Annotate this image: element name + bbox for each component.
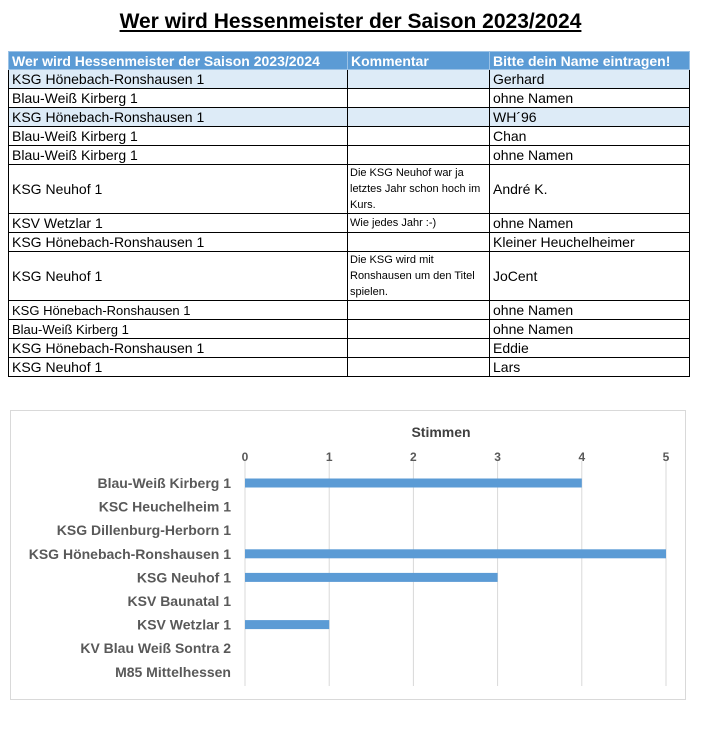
table-row (9, 233, 690, 252)
name-cell[interactable]: Kleiner Heuchelheimer (490, 233, 690, 252)
name-cell[interactable]: ohne Namen (490, 214, 690, 233)
comment-cell[interactable] (348, 339, 490, 358)
name-cell[interactable]: JoCent (490, 252, 690, 301)
category-label: KSC Heuchelheim 1 (98, 498, 231, 515)
comment-cell[interactable] (348, 89, 490, 108)
team-cell[interactable]: KSG Neuhof 1 (9, 358, 348, 377)
comment-cell[interactable]: Die KSG Neuhof war ja letztes Jahr schon hoch im Kurs. (348, 165, 490, 214)
category-label: KSV Wetzlar 1 (137, 616, 231, 633)
name-cell[interactable]: ohne Namen (490, 146, 690, 165)
table-row (9, 320, 690, 339)
votes-chart[interactable] (10, 410, 686, 700)
comment-cell[interactable] (348, 146, 490, 165)
table-row (9, 70, 690, 89)
x-tick-label: 4 (578, 450, 586, 464)
header-name: Bitte dein Name eintragen! (490, 52, 690, 70)
tips-table (8, 51, 690, 377)
header-team: Wer wird Hessenmeister der Saison 2023/2024 (9, 52, 348, 70)
x-tick-label: 5 (662, 450, 670, 464)
table-row (9, 127, 690, 146)
chart-x-ticks (242, 450, 670, 464)
table-row (9, 252, 690, 301)
x-tick-label: 1 (325, 450, 333, 464)
team-cell[interactable]: Blau-Weiß Kirberg 1 (9, 146, 348, 165)
chart-title: Stimmen (411, 424, 471, 440)
bar[interactable] (245, 479, 582, 488)
comment-cell[interactable] (348, 127, 490, 146)
category-label: KSG Neuhof 1 (136, 569, 231, 586)
team-cell[interactable]: Blau-Weiß Kirberg 1 (9, 320, 348, 339)
comment-cell[interactable] (348, 233, 490, 252)
category-label: Blau-Weiß Kirberg 1 (97, 475, 231, 491)
table-header-row (9, 52, 690, 70)
table-row (9, 108, 690, 127)
table-row (9, 214, 690, 233)
table-row (9, 146, 690, 165)
name-cell[interactable]: Chan (490, 127, 690, 146)
category-label: KSV Baunatal 1 (127, 593, 231, 609)
team-cell[interactable]: Blau-Weiß Kirberg 1 (9, 127, 348, 146)
table-row (9, 358, 690, 377)
name-cell[interactable]: André K. (490, 165, 690, 214)
comment-cell[interactable] (348, 301, 490, 320)
chart-bars (245, 479, 666, 630)
x-tick-label: 2 (410, 450, 417, 464)
name-cell[interactable]: Eddie (490, 339, 690, 358)
comment-cell[interactable]: Die KSG wird mit Ronshausen um den Titel spielen. (348, 252, 490, 301)
team-cell[interactable]: KSG Hönebach-Ronshausen 1 (9, 301, 348, 320)
name-cell[interactable]: ohne Namen (490, 301, 690, 320)
bar[interactable] (245, 620, 329, 629)
category-label: KV Blau Weiß Sontra 2 (80, 640, 231, 657)
table-row (9, 165, 690, 214)
team-cell[interactable]: KSG Hönebach-Ronshausen 1 (9, 70, 348, 89)
table-row (9, 301, 690, 320)
category-label: KSG Hönebach-Ronshausen 1 (28, 545, 231, 562)
comment-cell[interactable]: Wie jedes Jahr :-) (348, 214, 490, 233)
team-cell[interactable]: KSG Neuhof 1 (9, 165, 348, 214)
chart-categories (29, 475, 231, 680)
name-cell[interactable]: ohne Namen (490, 89, 690, 108)
x-tick-label: 0 (241, 450, 249, 464)
comment-cell[interactable] (348, 358, 490, 377)
team-cell[interactable]: KSV Wetzlar 1 (9, 214, 348, 233)
team-cell[interactable]: KSG Hönebach-Ronshausen 1 (9, 108, 348, 127)
comment-cell[interactable] (348, 70, 490, 89)
header-comment: Kommentar (348, 52, 490, 70)
table-row (9, 339, 690, 358)
bar[interactable] (245, 549, 666, 558)
category-label: KSG Dillenburg-Herborn 1 (56, 522, 231, 539)
team-cell[interactable]: KSG Hönebach-Ronshausen 1 (9, 233, 348, 252)
name-cell[interactable]: Gerhard (490, 70, 690, 89)
votes-chart-svg (11, 411, 685, 699)
team-cell[interactable]: KSG Neuhof 1 (9, 252, 348, 301)
x-tick-label: 3 (494, 450, 501, 464)
bar[interactable] (245, 573, 498, 582)
page-title: Wer wird Hessenmeister der Saison 2023/2024 (119, 10, 582, 33)
name-cell[interactable]: Lars (490, 358, 690, 377)
team-cell[interactable]: Blau-Weiß Kirberg 1 (9, 89, 348, 108)
name-cell[interactable]: WH´96 (490, 108, 690, 127)
category-label: M85 Mittelhessen (115, 663, 231, 680)
name-cell[interactable]: ohne Namen (490, 320, 690, 339)
comment-cell[interactable] (348, 320, 490, 339)
team-cell[interactable]: KSG Hönebach-Ronshausen 1 (9, 339, 348, 358)
comment-cell[interactable] (348, 108, 490, 127)
table-row (9, 89, 690, 108)
